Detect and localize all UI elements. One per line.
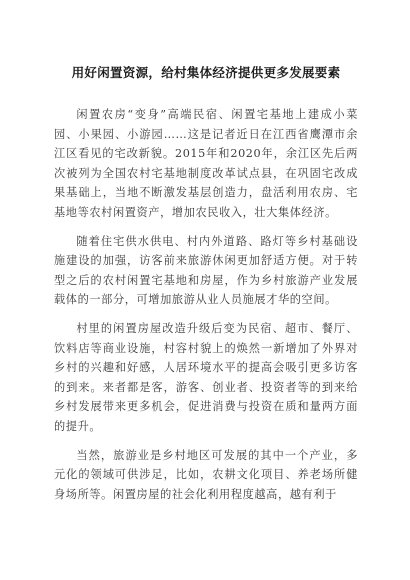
article-paragraph-2: 随着住宅供水供电、村内外道路、路灯等乡村基础设施建设的加强，访客前来旅游休闲更加舒适方便。对于转型之后的农村闲置宅基地和房屋，作为乡村旅游产业发展载体的一部分，可增加旅游从业人员施展才华的空间。 bbox=[54, 234, 358, 307]
article-paragraph-3: 村里的闲置房屋改造升级后变为民宿、超市、餐厅、饮料店等商业设施，村容村貌上的焕然一新增加了外界对乡村的兴趣和好感，人居环境水平的提高会吸引更多访客的到来。来者都是客，游客、创业者、投资者等的到来给乡村发展带来更多机会，促进消费与投资在质和量两方面的提升。 bbox=[54, 321, 358, 433]
article-paragraph-1: 闲置农房“变身”高端民宿、闲置宅基地上建成小菜园、小果园、小游园……这是记者近日在江西省鹰潭市余江区看见的宅改新貌。2015年和2020年，余江区先后两次被列为全国农村宅基地制度改革试点县，在巩固宅改成果基础上，当地不断激发基层创造力，盘活利用农房、宅基地等农村闲置资产，增加农民收入，壮大集体经济。 bbox=[54, 108, 358, 219]
article-paragraph-4: 当然，旅游业是乡村地区可发展的其中一个产业，多元化的领域可供涉足，比如，农耕文化项目、养老场所健身场所等。闲置房屋的社会化利用程度越高，越有利于 bbox=[54, 448, 358, 501]
article-title: 用好闲置资源，给村集体经济提供更多发展要素 bbox=[71, 65, 341, 80]
